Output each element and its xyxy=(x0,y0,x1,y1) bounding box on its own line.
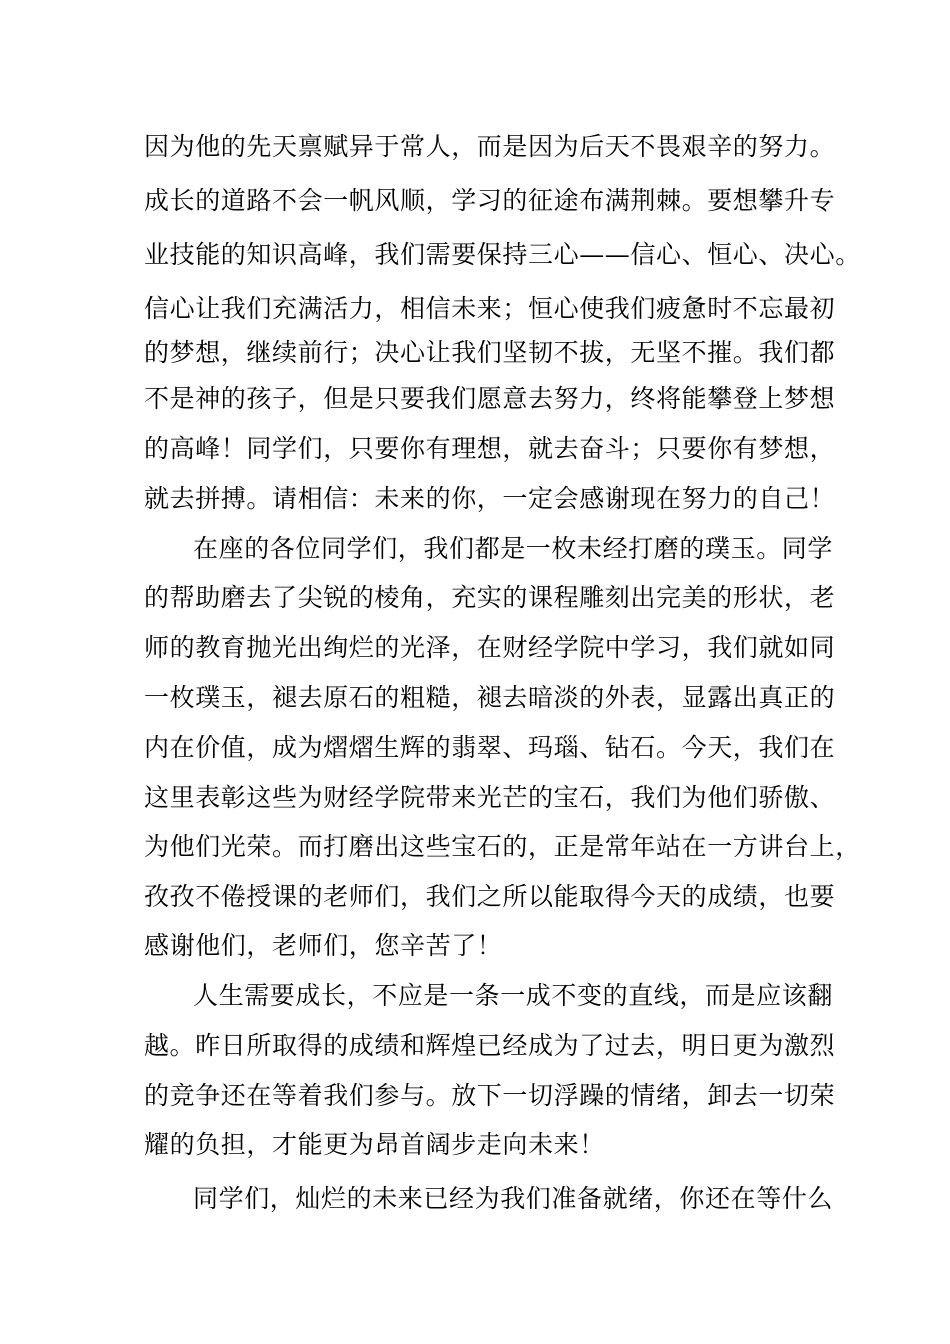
text-line: 一枚璞玉，褪去原石的粗糙，褪去暗淡的外表，显露出真正的 xyxy=(144,683,836,712)
text-line: 为他们光荣。而打磨出这些宝石的，正是常年站在一方讲台上， xyxy=(144,832,861,861)
paragraph-first-line: 同学们，灿烂的未来已经为我们准备就绪，你还在等什么 xyxy=(193,1184,834,1213)
text-line: 信心让我们充满活力，相信未来；恒心使我们疲惫时不忘最初 xyxy=(144,294,836,323)
text-line: 内在价值，成为熠熠生辉的翡翠、玛瑙、钻石。今天，我们在 xyxy=(144,733,836,762)
text-line: 成长的道路不会一帆风顺，学习的征途布满荆棘。要想攀升专 xyxy=(144,186,836,215)
text-line: 业技能的知识高峰，我们需要保持三心——信心、恒心、决心。 xyxy=(144,240,861,269)
text-line: 师的教育抛光出绚烂的光泽，在财经学院中学习，我们就如同 xyxy=(144,633,836,662)
text-line: 的梦想，继续前行；决心让我们坚韧不拔，无坚不摧。我们都 xyxy=(144,338,836,367)
text-line: 这里表彰这些为财经学院带来光芒的宝石，我们为他们骄傲、 xyxy=(144,783,836,812)
text-line: 越。昨日所取得的成绩和辉煌已经成为了过去，明日更为激烈 xyxy=(144,1031,836,1060)
text-line: 因为他的先天禀赋异于常人，而是因为后天不畏艰辛的努力。 xyxy=(144,132,836,161)
text-line: 的竞争还在等着我们参与。放下一切浮躁的情绪，卸去一切荣 xyxy=(144,1081,836,1110)
text-line: 孜孜不倦授课的老师们，我们之所以能取得今天的成绩，也要 xyxy=(144,882,836,911)
text-line: 耀的负担，才能更为昂首阔步走向未来！ xyxy=(144,1130,605,1159)
text-line: 不是神的孩子，但是只要我们愿意去努力，终将能攀登上梦想 xyxy=(144,384,836,413)
text-line: 感谢他们，老师们，您辛苦了！ xyxy=(144,931,503,960)
text-line: 的高峰！同学们，只要你有理想，就去奋斗；只要你有梦想， xyxy=(144,434,836,463)
paragraph-first-line: 在座的各位同学们，我们都是一枚未经打磨的璞玉。同学 xyxy=(193,534,834,563)
paragraph-first-line: 人生需要成长，不应是一条一成不变的直线，而是应该翻 xyxy=(193,981,834,1010)
text-line: 就去拼搏。请相信：未来的你，一定会感谢现在努力的自己！ xyxy=(144,484,836,513)
text-line: 的帮助磨去了尖锐的棱角，充实的课程雕刻出完美的形状，老 xyxy=(144,583,836,612)
